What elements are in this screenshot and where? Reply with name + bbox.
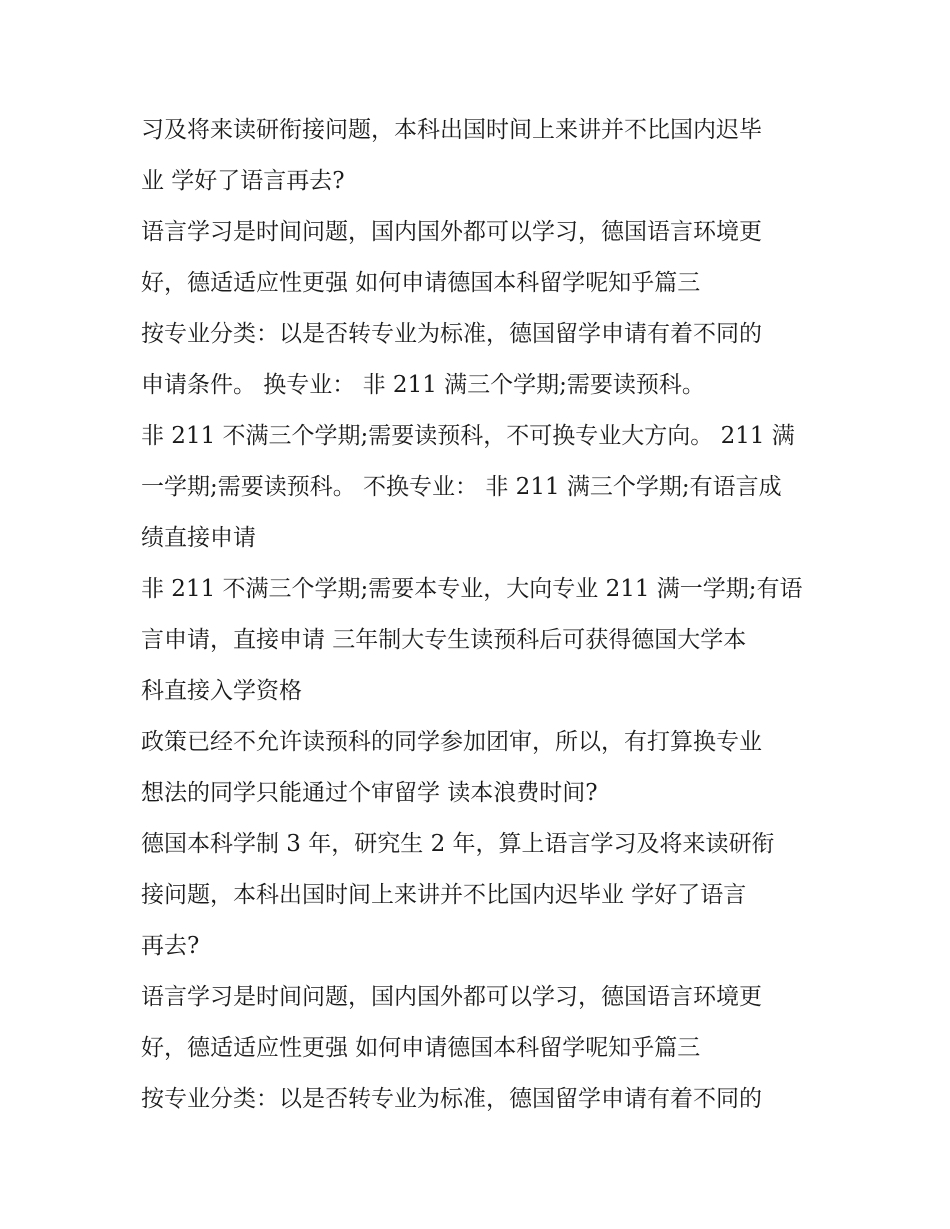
text-line: 语言学习是时间问题，国内国外都可以学习，德国语言环境更 <box>141 219 762 245</box>
text-line: 按专业分类：以是否转专业为标准，德国留学申请有着不同的 <box>141 1086 762 1112</box>
text-line: 按专业分类：以是否转专业为标准，德国留学申请有着不同的 <box>141 321 762 347</box>
text-line: 业 学好了语言再去? <box>141 168 345 194</box>
text-line: 绩直接申请 <box>141 525 256 551</box>
text-line: 语言学习是时间问题，国内国外都可以学习，德国语言环境更 <box>141 984 762 1010</box>
text-line: 申请条件。 换专业： 非 211 满三个学期;需要读预科。 <box>141 372 705 398</box>
text-line: 好，德适适应性更强 如何申请德国本科留学呢知乎篇三 <box>141 1035 701 1061</box>
text-line: 接问题，本科出国时间上来讲并不比国内迟毕业 学好了语言 <box>141 882 747 908</box>
text-line: 想法的同学只能通过个审留学 读本浪费时间? <box>141 780 598 806</box>
text-line: 言申请，直接申请 三年制大专生读预科后可获得德国大学本 <box>141 627 747 653</box>
text-line: 科直接入学资格 <box>141 678 302 704</box>
text-line: 政策已经不允许读预科的同学参加团审，所以，有打算换专业 <box>141 729 762 755</box>
text-line: 一学期;需要读预科。 不换专业： 非 211 满三个学期;有语言成 <box>141 474 782 500</box>
text-line: 习及将来读研衔接问题，本科出国时间上来讲并不比国内迟毕 <box>141 117 762 143</box>
text-line: 好，德适适应性更强 如何申请德国本科留学呢知乎篇三 <box>141 270 701 296</box>
text-line: 非 211 不满三个学期;需要读预科，不可换专业大方向。 211 满 <box>141 423 795 449</box>
text-line: 非 211 不满三个学期;需要本专业，大向专业 211 满一学期;有语 <box>141 576 803 602</box>
document-body <box>141 105 821 1125</box>
text-line: 德国本科学制 3 年，研究生 2 年，算上语言学习及将来读研衔 <box>141 831 775 857</box>
text-line: 再去? <box>141 933 200 959</box>
